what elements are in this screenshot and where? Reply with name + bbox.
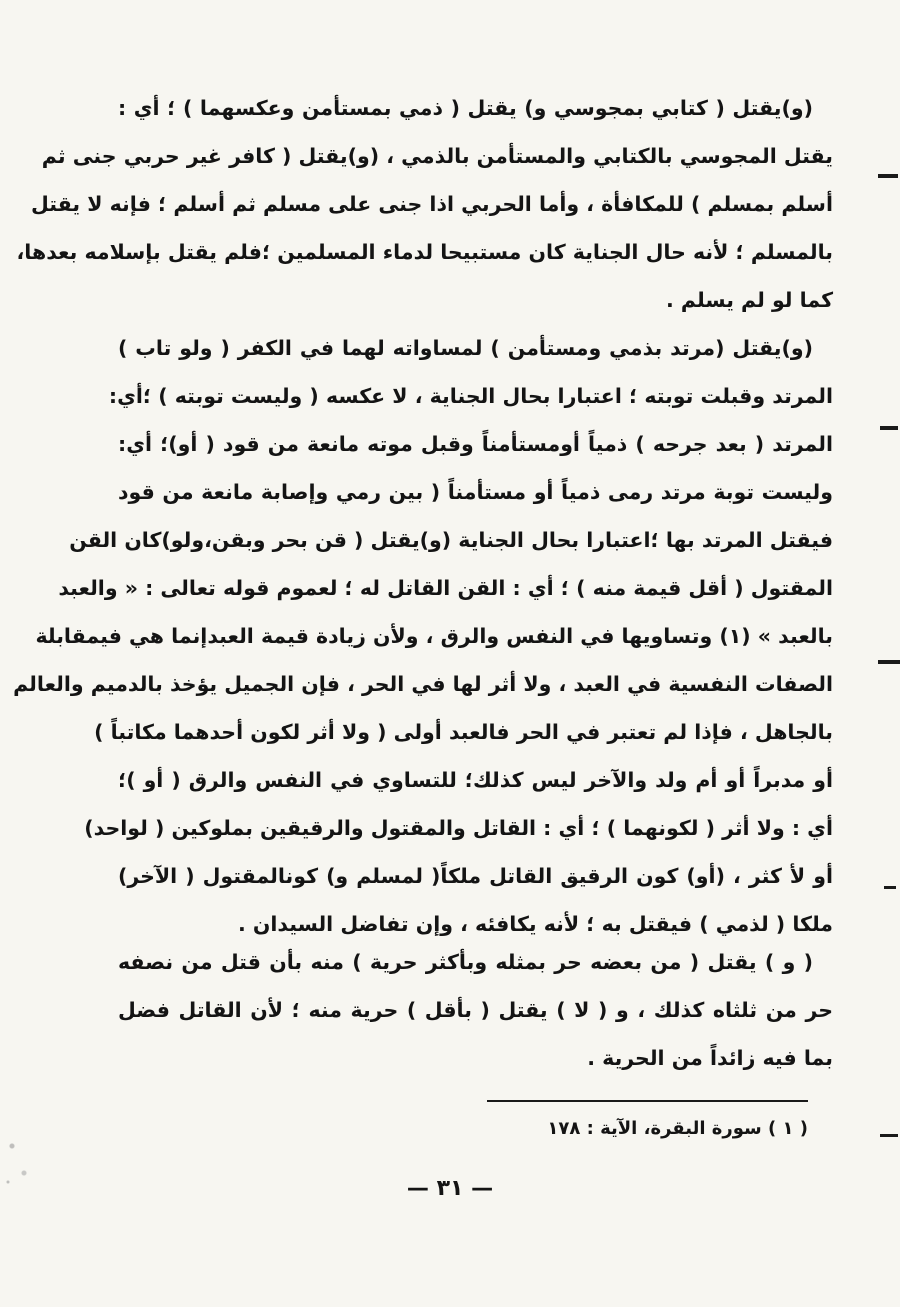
- scan-noise: [0, 1110, 40, 1200]
- text-line: فيقتل المرتد بها ؛اعتبارا بحال الجناية (و)يقتل ( قن بحر وبقن،ولو)كان القن: [69, 528, 833, 552]
- text-line: (و)يقتل ( كتابي بمجوسي و) يقتل ( ذمي بمستأمن وعكسهما ) ؛ أي :: [118, 96, 813, 120]
- text-line: كما لو لم يسلم .: [665, 288, 833, 312]
- text-line: بالمسلم ؛ لأنه حال الجناية كان مستبيحا لدماء المسلمين ؛فلم يقتل بإسلامه بعدها،: [16, 240, 833, 264]
- paragraph-1: [16, 84, 833, 324]
- paragraph-3: [118, 938, 833, 1082]
- footnote: ( ١ ) سورة البقرة، الآية : ١٧٨: [547, 1118, 808, 1139]
- margin-mark: [880, 1134, 898, 1137]
- text-line: بما فيه زائداً من الحرية .: [587, 1046, 833, 1070]
- text-line: المرتد ( بعد جرحه ) ذمياً أومستأمناً وقبل موته مانعة من قود ( أو)؛ أي:: [118, 432, 833, 456]
- text-line: أي : ولا أثر ( لكونهما ) ؛ أي : القاتل والمقتول والرقيقين بملوكين ( لواحد): [84, 816, 833, 840]
- text-line: بالعبد » (١) وتساويها في النفس والرق ، ولأن زيادة قيمة العبدإنما هي فيمقابلة: [35, 624, 833, 648]
- text-line: بالجاهل ، فإذا لم تعتبر في الحر فالعبد أولى ( ولا أثر لكون أحدهما مكاتباً ): [94, 720, 833, 744]
- text-line: المقتول ( أقل قيمة منه ) ؛ أي : القن القاتل له ؛ لعموم قوله تعالى : « والعبد: [58, 576, 833, 600]
- page-number: — ٣١ —: [406, 1176, 494, 1201]
- text-line: ملكا ( لذمي ) فيقتل به ؛ لأنه يكافئه ، وإن تفاضل السيدان .: [237, 912, 833, 936]
- footnote-divider: [487, 1100, 808, 1102]
- text-line: أسلم بمسلم ) للمكافأة ، وأما الحربي اذا جنى على مسلم ثم أسلم ؛ فإنه لا يقتل: [30, 192, 833, 216]
- text-line: يقتل المجوسي بالكتابي والمستأمن بالذمي ، (و)يقتل ( كافر غير حربي جنى ثم: [41, 144, 833, 168]
- margin-mark: [880, 426, 898, 430]
- margin-mark: [884, 886, 896, 889]
- text-line: أو لأ كثر ، (أو) كون الرقيق القاتل ملكاً( لمسلم و) كونالمقتول ( الآخر): [118, 864, 833, 888]
- margin-mark: [878, 174, 898, 178]
- text-line: حر من ثلثاه كذلك ، و ( لا ) يقتل ( بأقل ) حرية منه ؛ لأن القاتل فضل: [118, 998, 833, 1022]
- margin-mark: [878, 660, 900, 664]
- text-line: الصفات النفسية في العبد ، ولا أثر لها في الحر ، فإن الجميل يؤخذ بالدميم والعالم: [13, 672, 833, 696]
- text-line: المرتد وقبلت توبته ؛ اعتبارا بحال الجناية ، لا عكسه ( وليست توبته ) ؛أي:: [108, 384, 833, 408]
- text-line: وليست توبة مرتد رمى ذمياً أو مستأمناً ( بين رمي وإصابة مانعة من قود: [118, 480, 833, 504]
- text-line: أو مدبراً أو أم ولد والآخر ليس كذلك؛ للتساوي في النفس والرق ( أو )؛: [118, 768, 833, 792]
- text-line: (و)يقتل (مرتد بذمي ومستأمن ) لمساواته لهما في الكفر ( ولو تاب ): [118, 336, 813, 360]
- paragraph-2: [13, 324, 833, 948]
- text-line: ( و ) يقتل ( من بعضه حر بمثله وبأكثر حرية ) منه بأن قتل من نصفه: [118, 950, 813, 974]
